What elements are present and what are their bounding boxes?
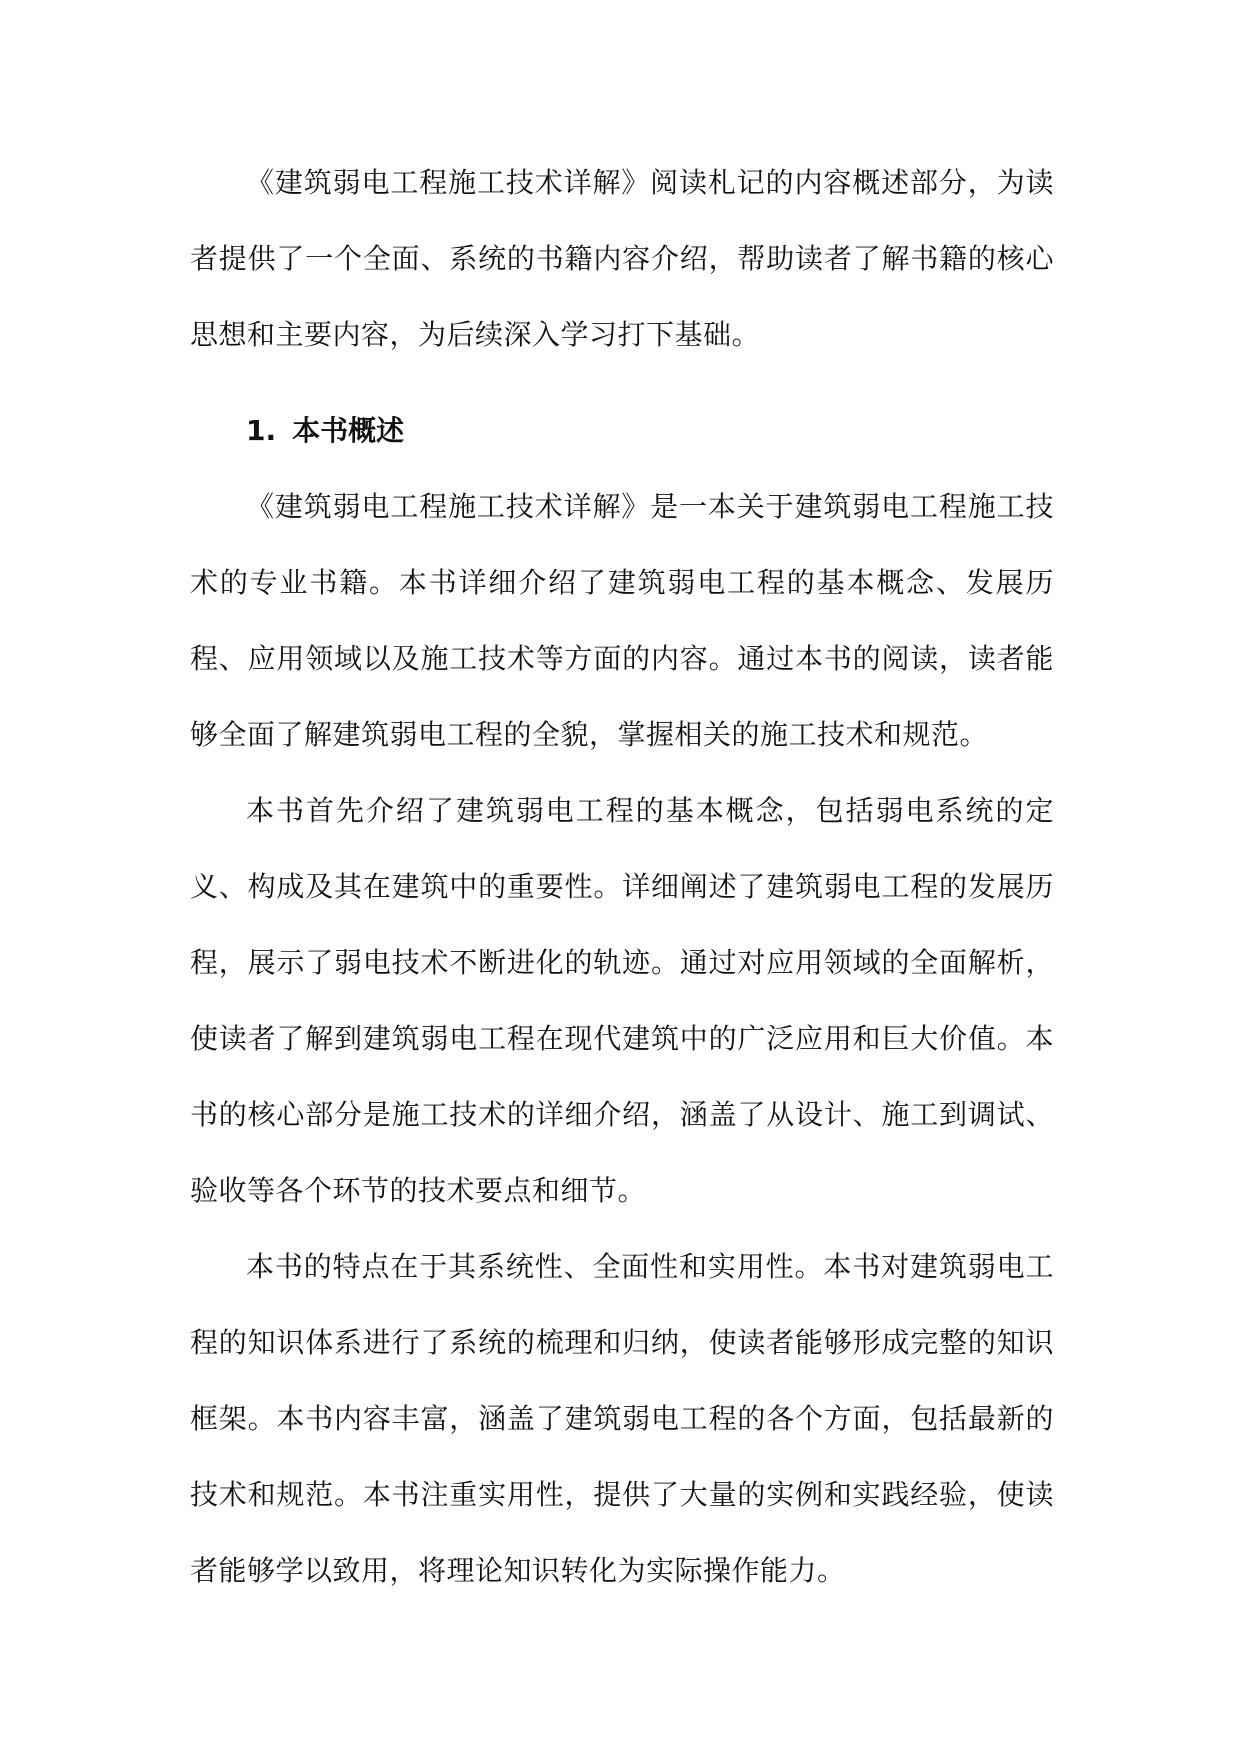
section-title: 本书概述 xyxy=(292,414,405,447)
section-number: 1. xyxy=(246,414,277,447)
section-heading xyxy=(190,393,1054,469)
document-body xyxy=(190,145,1054,1609)
body-paragraph-1: 《建筑弱电工程施工技术详解》是一本关于建筑弱电工程施工技术的专业书籍。本书详细介绍了建筑弱电工程的基本概念、发展历程、应用领域以及施工技术等方面的内容。通过本书的阅读，读者能够全面了解建筑弱电工程的全貌，掌握相关的施工技术和规范。 xyxy=(190,490,1054,751)
body-paragraph-2: 本书首先介绍了建筑弱电工程的基本概念，包括弱电系统的定义、构成及其在建筑中的重要性。详细阐述了建筑弱电工程的发展历程，展示了弱电技术不断进化的轨迹。通过对应用领域的全面解析，使读者了解到建筑弱电工程在现代建筑中的广泛应用和巨大价值。本书的核心部分是施工技术的详细介绍，涵盖了从设计、施工到调试、验收等各个环节的技术要点和细节。 xyxy=(190,794,1054,1207)
intro-paragraph: 《建筑弱电工程施工技术详解》阅读札记的内容概述部分，为读者提供了一个全面、系统的书籍内容介绍，帮助读者了解书籍的核心思想和主要内容，为后续深入学习打下基础。 xyxy=(190,166,1054,351)
body-paragraph-3: 本书的特点在于其系统性、全面性和实用性。本书对建筑弱电工程的知识体系进行了系统的梳理和归纳，使读者能够形成完整的知识框架。本书内容丰富，涵盖了建筑弱电工程的各个方面，包括最新的技术和规范。本书注重实用性，提供了大量的实例和实践经验，使读者能够学以致用，将理论知识转化为实际操作能力。 xyxy=(190,1250,1054,1587)
